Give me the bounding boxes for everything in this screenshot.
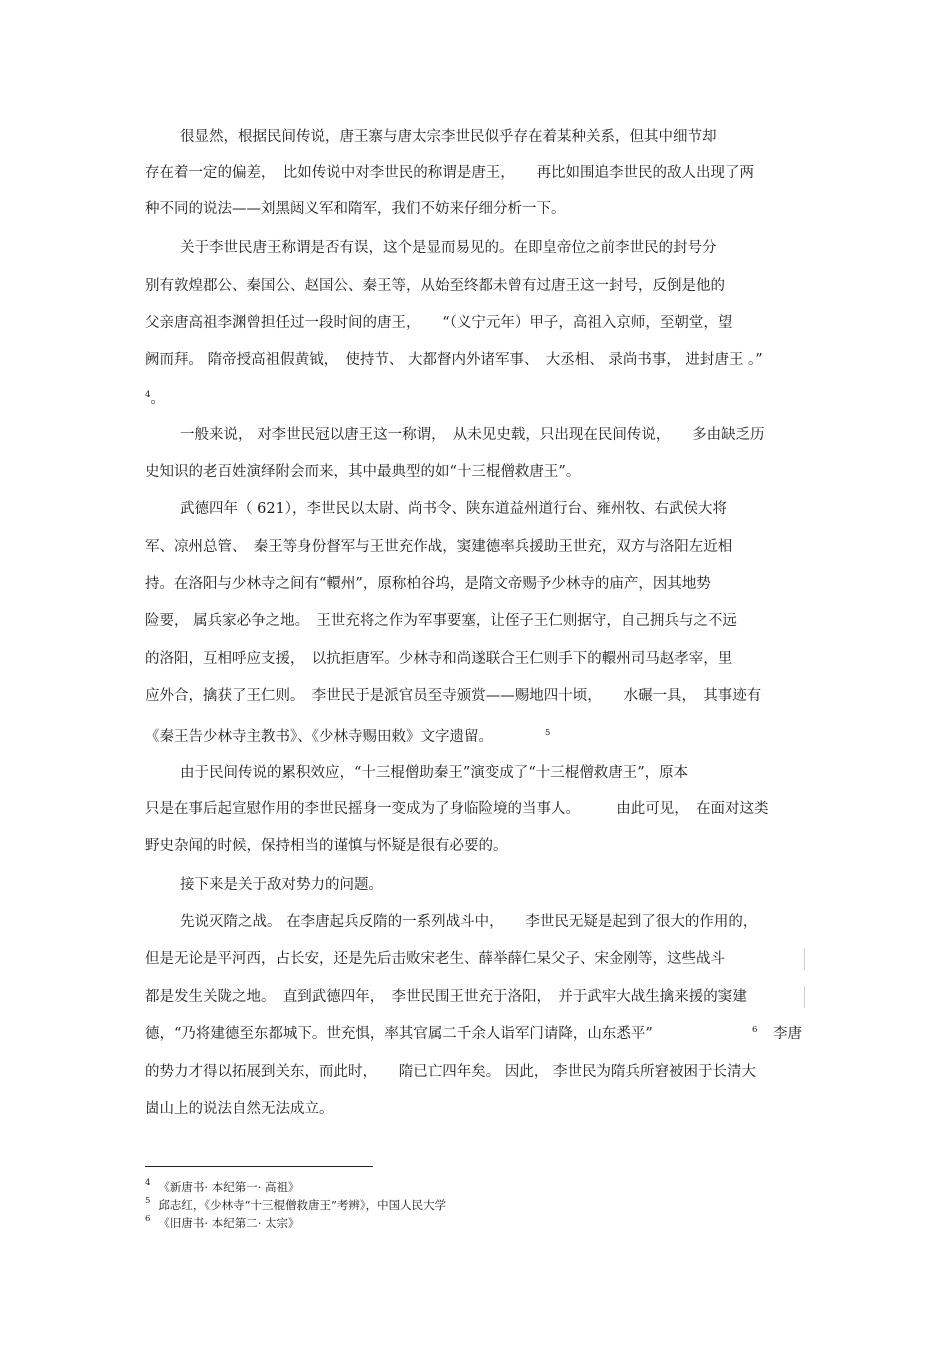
text-line: 阙而拜。 隋帝授高祖假黄钺， 使持节、 大都督内外诸军事、 大丞相、 录尚书事， 进封唐王 。” — [145, 352, 763, 368]
footnote-text: 《旧唐书· 本纪第二· 太宗》 — [158, 1216, 300, 1230]
text-line: 先说灭隋之战。 在李唐起兵反隋的一系列战斗中， 李世民无疑是起到了很大的作用的， — [180, 914, 758, 930]
text-line: 持。在洛阳与少林寺之间有“轘州”，原称柏谷坞，是隋文帝赐予少林寺的庙产，因其地势 — [145, 576, 711, 592]
text-line-with-note — [145, 723, 815, 747]
text-line-with-note — [145, 385, 815, 409]
text-line: 德，“乃将建德至东都城下。世充惧，率其官属二千余人诣军门请降，山东悉平” — [145, 1026, 653, 1042]
scan-artifact — [804, 986, 805, 1008]
footnote — [145, 1176, 300, 1194]
text-line: 种不同的说法——刘黑闼义军和隋军，我们不妨来仔细分析一下。 — [145, 201, 566, 217]
text-line: 史知识的老百姓演绎附会而来，其中最典型的如“十三棍僧救唐王”。 — [145, 464, 581, 480]
text-line: 但是无论是平河西，占长安，还是先后击败宋老生、薛举薛仁杲父子、宋金刚等，这些战斗 — [145, 951, 725, 967]
text-line: 一般来说， 对李世民冠以唐王这一称谓， 从未见史载，只出现在民间传说， 多由缺乏历 — [180, 427, 765, 443]
text-line: 关于李世民唐王称谓是否有误，这个是显而易见的。在即皇帝位之前李世民的封号分 — [180, 240, 717, 256]
text-line: 别有敦煌郡公、秦国公、赵国公、秦王等，从始至终都未曾有过唐王这一封号，反倒是他的 — [145, 278, 725, 294]
footnote — [145, 1212, 300, 1230]
text-line: 的势力才得以拓展到关东，而此时， 隋已亡四年矣。 因此， 李世民为隋兵所窘被困于长清大 — [145, 1064, 756, 1080]
text-line: 野史杂闻的时候，保持相当的谨慎与怀疑是很有必要的。 — [145, 838, 508, 854]
text-line: 存在着一定的偏差， 比如传说中对李世民的称谓是唐王， 再比如围追李世民的敌人出现了两 — [145, 165, 754, 181]
text-line: 武德四年（ 621），李世民以太尉、尚书令、陕东道益州道行台、雍州牧、右武侯大将 — [180, 501, 728, 517]
footnote-mark: 5 — [545, 728, 551, 738]
scan-artifact — [804, 948, 805, 970]
text-fragment: 。 — [150, 391, 165, 407]
footnote-number: 6 — [145, 1214, 151, 1224]
footnote-number: 4 — [145, 1178, 151, 1188]
text-line: 崮山上的说法自然无法成立。 — [145, 1101, 334, 1117]
text-line: 很显然，根据民间传说，唐王寨与唐太宗李世民似乎存在着某种关系，但其中细节却 — [180, 129, 717, 145]
footnote-mark: 4 — [145, 390, 151, 400]
footnote-number: 5 — [145, 1196, 151, 1206]
text-fragment: 《秦王告少林寺主教书》、《少林寺赐田敕》文字遗留。 — [145, 729, 493, 745]
text-line: 父亲唐高祖李渊曾担任过一段时间的唐王， “（义宁元年）甲子，高祖入京师，至朝堂，望 — [145, 315, 733, 331]
text-line: 只是在事后起宣慰作用的李世民摇身一变成为了身临险境的当事人。 由此可见， 在面对这类 — [145, 801, 769, 817]
footnote-separator — [145, 1166, 373, 1167]
text-line: 的洛阳，互相呼应支援， 以抗拒唐军。少林寺和尚遂联合王仁则手下的轘州司马赵孝宰，里 — [145, 651, 733, 667]
footnote — [145, 1194, 446, 1212]
text-line: 军、凉州总管、 秦王等身份督军与王世充作战，窦建德率兵援助王世充，双方与洛阳左近相 — [145, 539, 733, 555]
footnote-text: 邱志红，《少林寺“十三棍僧救唐王”考辨》，中国人民大学 — [158, 1198, 447, 1212]
footnote-mark-6: 6 — [752, 1025, 758, 1035]
text-line: 由于民间传说的累积效应，“十三棍僧助秦王”演变成了“十三棍僧救唐王”，原本 — [180, 765, 689, 781]
footnote-text: 《新唐书· 本纪第一· 高祖》 — [158, 1180, 300, 1194]
footnote-mark — [752, 1020, 766, 1044]
text-line: 应外合，擒获了王仁则。 李世民于是派官员至寺颁赏——赐地四十顷， 水碾一具， 其事迹有 — [145, 688, 762, 704]
text-line: 险要， 属兵家必争之地。 王世充将之作为军事要塞，让侄子王仁则据守，自己拥兵与之不远 — [145, 613, 737, 629]
text-line: 接下来是关于敌对势力的问题。 — [180, 877, 383, 893]
text-line: 都是发生关陇之地。 直到武德四年， 李世民围王世充于洛阳， 并于武牢大战生擒来援的窦建 — [145, 989, 747, 1005]
text-line: 李唐 — [773, 1026, 802, 1042]
